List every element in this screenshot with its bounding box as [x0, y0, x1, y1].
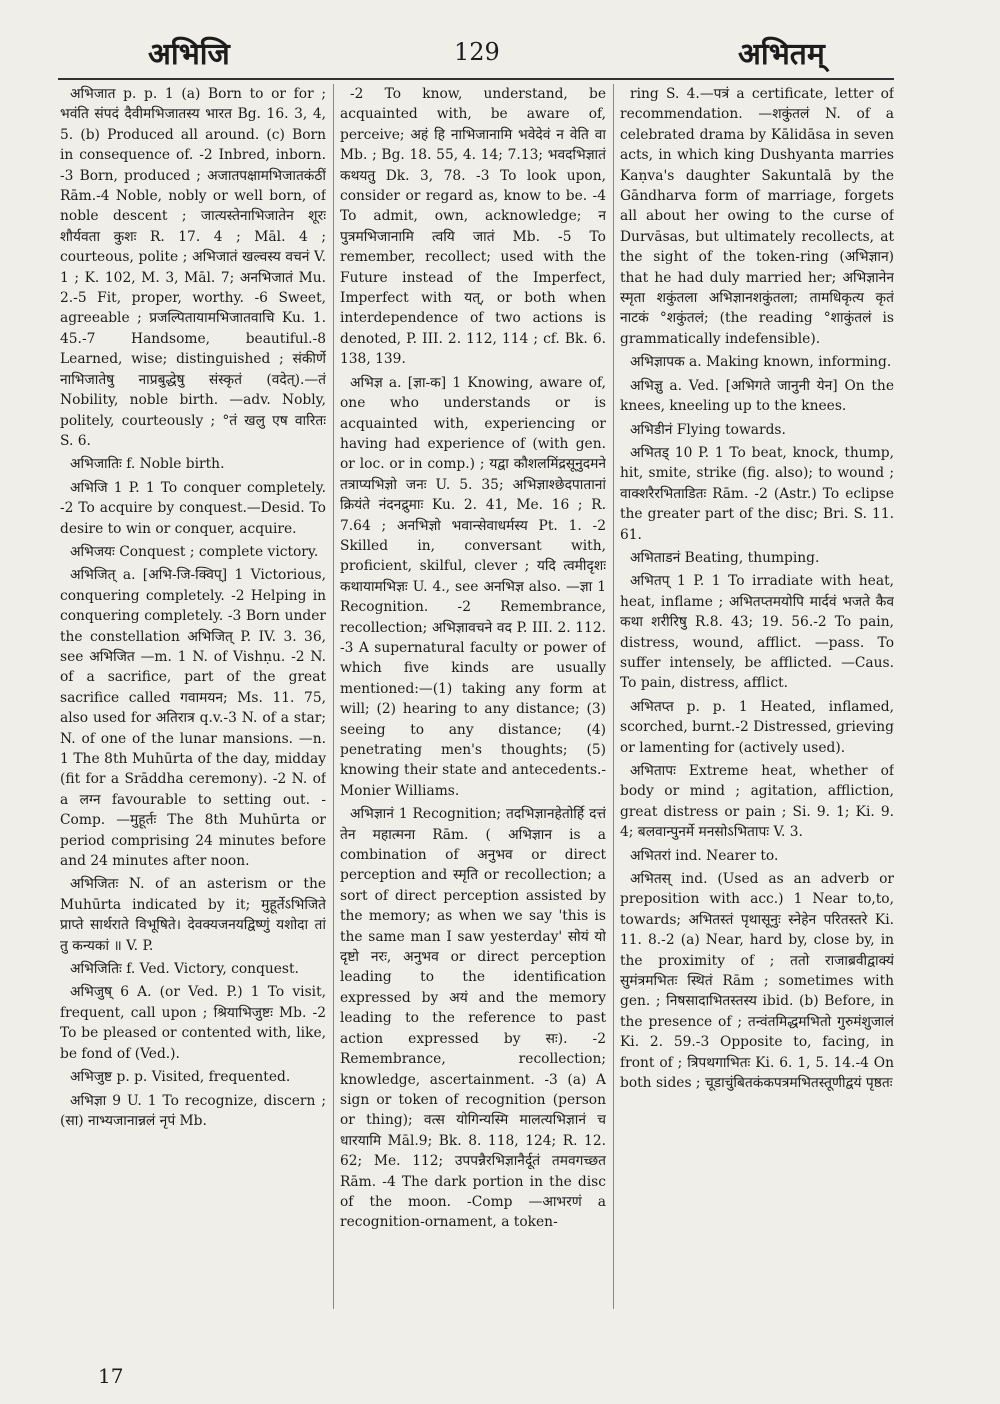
dictionary-entry: अभिजि 1 P. 1 To conquer completely. -2 To acquire by conquest.—Desid. To desire to win or conquer, acquire. [60, 479, 326, 537]
page-number: 129 [454, 38, 500, 66]
dictionary-entry: अभिज्ञ a. [ज्ञा-क] 1 Knowing, aware of, one who understands or is acquainted with, experiencing or having had experience of (with gen. or loc. or in comp.) ; यद्वा कौशलमिंद्रसूनुदमने तत्राप्यभिज्ञो जनः U. 5. 35; अभिज्ञाश्छेदपातानां क्रियंते नंदनद्रुमाः Ku. 2. 41, Me. 16 ; R. 7.64 ; अनभिज्ञो भवान्सेवाधर्मस्य Pt. 1. -2 Skilled in, conversant with, proficient, skilful, clever ; यदि त्वमीदृशः कथायामभिज्ञः U. 4., see अनभिज्ञ also. —ज्ञा 1 Recognition. -2 Remembrance, recollection; अभिज्ञावचने वद P. III. 2. 112. -3 A supernatural faculty or power of which five kinds are usually mentioned:—(1) taking any form at will; (2) hearing to any distance; (3) seeing to any distance; (4) penetrating men's thoughts; (5) knowing their state and antecedents.-Monier Williams. [340, 374, 606, 799]
dictionary-entry: अभिडीनं Flying towards. [630, 421, 786, 438]
dictionary-entry: अभितड् 10 P. 1 To beat, knock, thump, hit, smite, strike (fig. also); to wound ; वाक्शरैरभिताडितः Rām. -2 (Astr.) To eclipse the greater part of the disc; Bri. S. 11. 61. [620, 444, 894, 543]
column-2 [340, 84, 606, 1314]
dictionary-entry: अभितस् ind. (Used as an adverb or preposition with acc.) 1 Near to,to, towards; अभितस्तं पृथासूनुः स्नेहेन परितस्तरे Ki. 11. 8.-2 (a) Near, hard by, close by, in the proximity of ; ततो राजाब्रवीद्वाक्यं सुमंत्रमभितः स्थितं Rām ; sometimes with gen. ; निषसादाभितस्तस्य ibid. (b) Before, in the presence of ; तन्वंतमिद्धमभितो गुरुमंशुजालं Ki. 2. 59.-3 Opposite to, facing, in front of ; त्रिपथगाभितः Ki. 6. 1, 5. 14.-4 On both sides ; चूडाचुंबितकंकपत्रमभितस्तूणीद्वयं पृष्ठतः [620, 871, 894, 1092]
column-divider [613, 84, 614, 1309]
dictionary-entry: अभिताडनं Beating, thumping. [630, 549, 820, 566]
dictionary-entry: अभितप्त p. p. 1 Heated, inflamed, scorched, burnt.-2 Distressed, grieving or lamenting for (actively used). [620, 698, 894, 756]
dictionary-entry: अभिज्ञा 9 U. 1 To recognize, discern ; (सा) नाभ्यजानान्नलं नृपं Mb. [60, 1092, 326, 1129]
dictionary-entry: ring S. 4.—पत्रं a certificate, letter of recommendation. —शकुंतलं N. of a celebrated drama by Kālidāsa in seven acts, in which king Dushyanta marries Kaṇva's daughter Sakuntalā by the Gāndharva form of marriage, forgets all about her owing to the curse of Durvāsas, but ultimately recollects, at the sight of the token-ring (अभिज्ञान) that he had duly married her; अभिज्ञानेन स्मृता शकुंतला अभिज्ञानशकुंतला; तामधिकृत्य कृतं नाटकं °शकुंतलं; (the reading °शाकुंतलं is grammatically indefensible). [620, 86, 894, 347]
column-1 [60, 84, 326, 1314]
dictionary-entry: अभिजुष् 6 A. (or Ved. P.) 1 To visit, frequent, call upon ; श्रियाभिजुष्टः Mb. -2 To be pleased or contented with, like, be fond of (Ved.). [60, 984, 326, 1062]
dictionary-entry: अभिज्ञापक a. Making known, informing. [630, 354, 892, 371]
signature-mark: 17 [98, 1364, 124, 1388]
dictionary-entry: अभिज्ञानं 1 Recognition; तदभिज्ञानहेतोर्हि दत्तं तेन महात्मना Rām. ( अभिज्ञान is a combination of अनुभव or direct perception and स्मृति or recollection; a sort of direct perception assisted by the memory; as when we say 'this is the same man I saw yesterday' सोयं यो दृष्टो नरः, अनुभव or direct perception leading to the identification expressed by अयं and the memory leading to the reference to past action expressed by सः). -2 Remembrance, recollection; knowledge, ascertainment. -3 (a) A sign or token of recognition (person or thing); वत्स योगिन्यस्मि मालत्यभिज्ञानं च धारयामि Māl.9; Bk. 8. 118, 124; R. 12. 62; Me. 112; उपपन्नैरभिज्ञानैर्दूतं तमवगच्छत Rām. -4 The dark portion in the disc of the moon. -Comp —आभरणं a recognition-ornament, a token- [340, 806, 606, 1231]
column-divider [333, 84, 334, 1309]
dictionary-entry: अभिजितः N. of an asterism or the Muhūrta indicated by it; मुहूर्तेऽभिजिते प्राप्ते सार्थराते विभूषिते। देवक्यजनयद्विष्णुं यशोदा तां तु कन्यकां ॥ V. P. [60, 876, 326, 954]
dictionary-entry: अभिजातिः f. Noble birth. [70, 456, 225, 473]
right-running-headword: अभितम् [738, 37, 825, 72]
left-running-headword: अभिजि [148, 37, 230, 72]
dictionary-entry: अभितरां ind. Nearer to. [630, 847, 779, 864]
page-header [0, 28, 1000, 78]
dictionary-entry: अभिजात p. p. 1 (a) Born to or for ; भवंति संपदं दैवीमभिजातस्य भारत Bg. 16. 3, 4, 5. (b) Produced all around. (c) Born in consequence of. -2 Inbred, inborn. -3 Born, produced ; अजातपक्षामभिजातकंठीं Rām.-4 Noble, nobly or well born, of noble descent ; जात्यस्तेनाभिजातेन शूरः शौर्यवता कुशः R. 17. 4 ; Māl. 4 ; courteous, polite ; अभिजातं खल्वस्य वचनं V. 1 ; K. 102, M. 3, Māl. 7; अनभिजातं Mu. 2.-5 Fit, proper, worthy. -6 Sweet, agreeable ; प्रजल्पितायामभिजातवाचि Ku. 1. 45.-7 Handsome, beautiful.-8 Learned, wise; distinguished ; संकीर्णे नाभिजातेषु नाप्रबुद्धेषु संस्कृतं (वदेत्).—तं Nobility, noble birth. —adv. Nobly, politely, courteously ; °तं खलु एष वारितः S. 6. [60, 86, 326, 449]
dictionary-entry: अभिजित् a. [अभि-जि-क्विप्] 1 Victorious, conquering completely. -2 Helping in conquering completely. -3 Born under the constellation अभिजित् P. IV. 3. 36, see अभिजित —m. 1 N. of Vishṇu. -2 N. of a sacrifice, part of the great sacrifice called गवामयन; Ms. 11. 75, also used for अतिरात्र q.v.-3 N. of a star; N. of one of the lunar mansions. —n. 1 The 8th Muhūrta of the day, midday (fit for a Srāddha ceremony). -2 N. of a लग्न favourable to setting out. -Comp. —मुहूर्तः The 8th Muhūrta or period comprising 24 minutes before and 24 minutes after noon. [60, 567, 326, 870]
column-3 [620, 84, 894, 1314]
dictionary-entry: अभिज्ञु a. Ved. [अभिगते जानुनी येन] On the knees, kneeling up to the knees. [620, 377, 894, 415]
dictionary-entry: अभिजितिः f. Ved. Victory, conquest. [70, 961, 299, 978]
dictionary-entry: अभितापः Extreme heat, whether of body or mind ; agitation, affliction, great distress or pain ; Si. 9. 1; Ki. 9. 4; बलवान्पुनर्मे मनसोऽभितापः V. 3. [620, 763, 894, 841]
header-rule [58, 78, 894, 80]
dictionary-entry: अभितप् 1 P. 1 To irradiate with heat, heat, inflame ; अभितप्तमयोपि मार्दवं भजते कैव कथा शरीरिषु R.8. 43; 19. 56.-2 To pain, distress, wound, afflict. —pass. To suffer intensely, be afflicted. —Caus. To pain, distress, afflict. [620, 573, 894, 692]
dictionary-entry: -2 To know, understand, be acquainted with, be aware of, perceive; अहं हि नाभिजानामि भवेदेवं न वेति वा Mb. ; Bg. 18. 55, 4. 14; 7.13; भवदभिज्ञातं कथयतु Dk. 3, 78. -3 To look upon, consider or regard as, know to be. -4 To admit, own, acknowledge; न पुत्रमभिजानामि त्वयि जातं Mb. -5 To remember, recollect; used with the Future instead of the Imperfect, Imperfect with यत्, or both when interdependence of two actions is denoted, P. III. 2. 112, 114 ; cf. Bk. 6. 138, 139. [340, 86, 606, 368]
dictionary-entry: अभिजुष्ट p. p. Visited, frequented. [70, 1069, 291, 1086]
dictionary-entry: अभिजयः Conquest ; complete victory. [70, 543, 319, 560]
